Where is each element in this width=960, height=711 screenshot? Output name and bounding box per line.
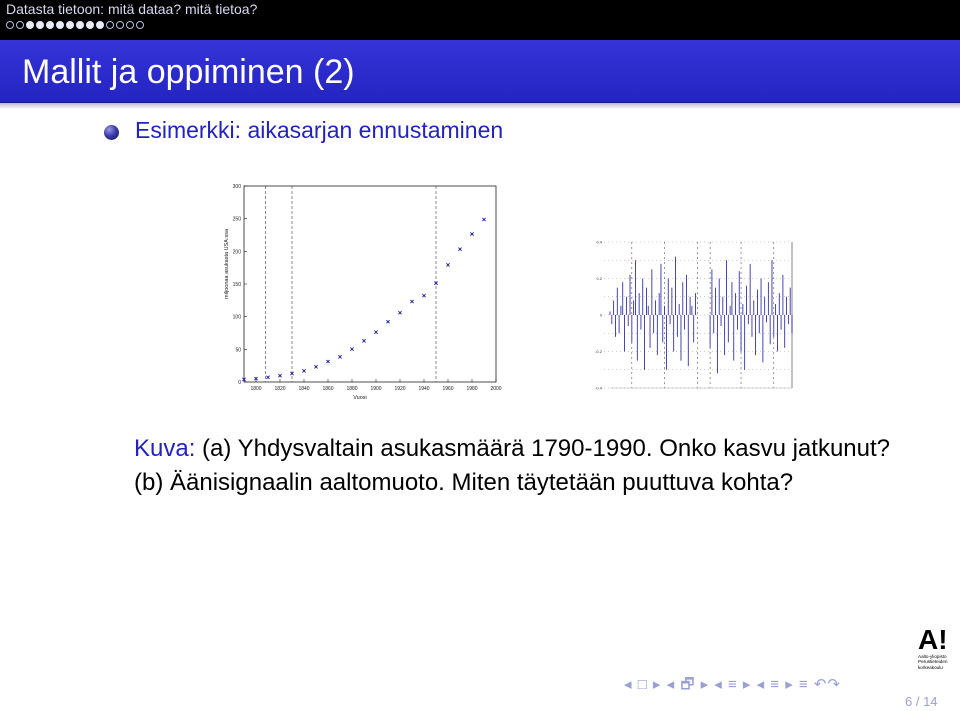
- y-tick-label: -0.2: [595, 349, 602, 354]
- progress-dot[interactable]: [66, 21, 74, 29]
- section-title[interactable]: Datasta tietoon: mitä dataa? mitä tietoa?: [6, 1, 258, 17]
- waveform-chart-svg: [586, 238, 798, 392]
- y-tick-label: 200: [232, 249, 241, 256]
- progress-dot[interactable]: [16, 21, 24, 29]
- y-tick-label: 50: [235, 347, 241, 354]
- y-tick-label: -0.4: [595, 385, 602, 391]
- x-tick-label: 1940: [418, 386, 430, 392]
- aalto-logo: [918, 626, 954, 670]
- x-axis-label: Vuosi: [353, 395, 367, 401]
- x-tick-label: 1800: [250, 386, 262, 392]
- progress-dot[interactable]: [106, 21, 114, 29]
- beamer-navigation[interactable]: ◂ □ ▸ ◂ 🗗 ▸ ◂ ≡ ▸ ◂ ≡ ▸ ≡ ↶↷: [624, 676, 841, 693]
- population-chart: [220, 180, 502, 406]
- caption-label: Kuva:: [134, 435, 196, 462]
- population-chart-svg: [220, 180, 502, 406]
- y-tick-label: 0: [599, 312, 602, 318]
- y-tick-label: 100: [232, 314, 241, 321]
- logo-line-3: korkeakoulu: [918, 664, 943, 670]
- slide-title: Mallit ja oppiminen (2): [22, 53, 355, 91]
- x-tick-label: 1900: [370, 386, 382, 392]
- waveform-chart: [586, 238, 798, 392]
- page-number: 6 / 14: [905, 694, 938, 709]
- progress-dot[interactable]: [56, 21, 64, 29]
- y-axis-label: miljoonaa asukasta USA:ssa: [224, 228, 230, 300]
- y-tick-label: 250: [232, 216, 241, 223]
- y-tick-label: 300: [232, 184, 241, 190]
- x-tick-label: 1840: [298, 386, 310, 392]
- progress-dot[interactable]: [26, 21, 34, 29]
- progress-dot[interactable]: [6, 21, 14, 29]
- progress-dot[interactable]: [126, 21, 134, 29]
- y-tick-label: 150: [232, 282, 241, 288]
- y-tick-label: 0.4: [596, 239, 602, 245]
- header-bar: [0, 0, 960, 40]
- progress-dot[interactable]: [36, 21, 44, 29]
- x-tick-label: 2000: [490, 386, 502, 392]
- logo-mark: A!: [918, 624, 948, 655]
- plot-frame: [244, 186, 496, 382]
- logo-line-1: Aalto-yliopisto: [918, 654, 947, 659]
- progress-dots: [6, 21, 146, 33]
- progress-dot[interactable]: [86, 21, 94, 29]
- progress-dot[interactable]: [46, 21, 54, 29]
- x-tick-label: 1880: [346, 386, 358, 392]
- progress-dot[interactable]: [76, 21, 84, 29]
- logo-line-2: Perustieteiden: [918, 659, 948, 665]
- bullet-text: Esimerkki: aikasarjan ennustaminen: [135, 117, 504, 143]
- progress-dot[interactable]: [136, 21, 144, 29]
- x-tick-label: 1920: [394, 386, 406, 392]
- x-tick-label: 1820: [274, 386, 286, 392]
- progress-dot[interactable]: [116, 21, 124, 29]
- x-tick-label: 1980: [466, 386, 478, 392]
- x-tick-label: 1960: [442, 386, 454, 392]
- bullet-ball-icon: [104, 125, 119, 140]
- caption-text: (a) Yhdysvaltain asukasmäärä 1790-1990. Onko kasvu jatkunut? (b) Äänisignaalin aaltomuoto. Miten täytetään puuttuva kohta?: [134, 435, 891, 496]
- y-tick-label: 0: [238, 380, 241, 386]
- title-bar: [0, 40, 960, 103]
- title-shadow: [0, 103, 960, 109]
- x-tick-label: 1860: [322, 386, 334, 392]
- y-tick-label: 0.2: [596, 276, 602, 281]
- progress-dot[interactable]: [96, 21, 104, 29]
- figure-caption: [134, 432, 894, 500]
